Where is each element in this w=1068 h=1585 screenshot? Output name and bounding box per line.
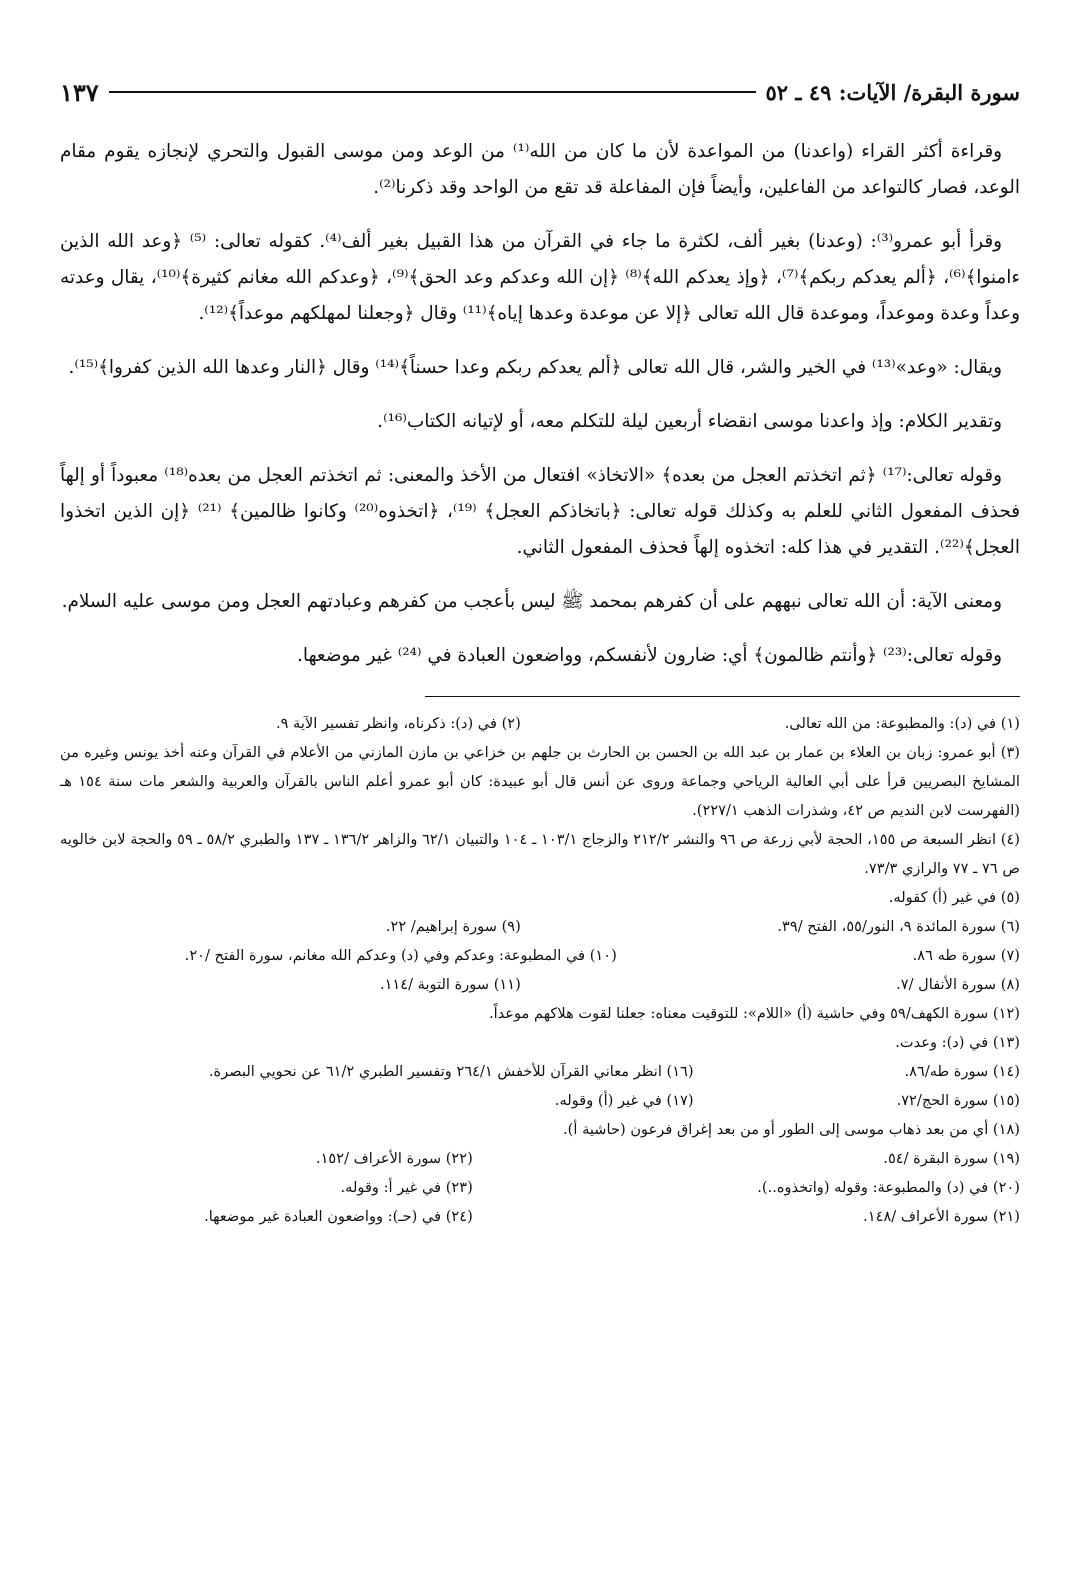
footnote-20: (٢٠) في (د) والمطبوعة: وقوله (واتخذوه..).: [757, 1179, 1020, 1196]
paragraph-5: وقوله تعالى:⁽¹⁷⁾ ﴿ثم اتخذتم العجل من بعده﴾ «الاتخاذ» افتعال من الأخذ والمعنى: ثم اتخذتم العجل من بعده⁽¹⁸⁾ معبوداً أو إلهاً فحذف المفعول الثاني للعلم به وكذلك قوله تعالى: ﴿باتخاذكم العجل﴾ ⁽¹⁹⁾، ﴿اتخذوه⁽²⁰⁾ وكانوا ظالمين﴾ ⁽²¹⁾ ﴿إن الذين اتخذوا العجل﴾⁽²²⁾. التقدير في هذا كله: اتخذوه إلهاً فحذف المفعول الثاني.: [60, 465, 1020, 558]
footnote-5: (٥) في غير (أ) كقوله.: [888, 889, 1020, 906]
footnote-14: (١٤) سورة طه/٨٦.: [904, 1063, 1020, 1080]
footnote-separator: [425, 696, 1020, 697]
paragraph-3: ويقال: «وعد»⁽¹³⁾ في الخير والشر، قال الله تعالى ﴿ألم يعدكم ربكم وعدا حسناً﴾⁽¹⁴⁾ وقال ﴿النار وعدها الله الذين كفروا﴾⁽¹⁵⁾.: [68, 357, 1002, 378]
footnote-8: (٨) سورة الأنفال /٧.: [896, 976, 1020, 993]
footnote-22: (٢٢) سورة الأعراف /١٥٢.: [315, 1150, 473, 1167]
footnote-row: [60, 1057, 1020, 1086]
paragraph-6: ومعنى الآية: أن الله تعالى نبههم على أن كفرهم بمحمد ﷺ ليس بأعجب من كفرهم وعبادتهم العجل ومن موسى عليه السلام.: [61, 591, 1002, 612]
surah-title: سورة البقرة/ الآيات: ٤٩ ـ ٥٢: [765, 79, 1020, 105]
footnote-17: (١٧) في غير (أ) وقوله.: [554, 1092, 694, 1109]
footnote-24: (٢٤) في (حـ): وواضعون العبادة غير موضعها.: [204, 1208, 473, 1225]
footnote-row: [60, 1144, 1020, 1173]
footnote-row: [60, 1086, 1020, 1115]
footnote-21: (٢١) سورة الأعراف /١٤٨.: [863, 1208, 1020, 1225]
footnote-16: (١٦) انظر معاني القرآن للأخفش ٢٦٤/١ وتفسير الطبري ٦١/٢ عن نحويي البصرة.: [208, 1063, 694, 1080]
paragraph-4: وتقدير الكلام: وإذ واعدنا موسى انقضاء أربعين ليلة للتكلم معه، أو لإتيانه الكتاب⁽¹⁶⁾.: [377, 411, 1002, 432]
footnote-row: [60, 970, 1020, 999]
footnote-3: (٣) أبو عمرو: زبان بن العلاء بن عمار بن عبد الله بن الحسن بن الحارث بن جلهم بن خزاعي بن مازن المازني من الأعلام في القرآن وعنه أخذ يونس وغيره من المشايخ البصريين قرأ على أبي العالية الرياحي وجماعة وروى عن أنس قال أبو عبيدة: كان أبو عمرو أعلم الناس بالقرآن والعربية والشعر مات سنة ١٥٤ هـ (الفهرست لابن النديم ص ٤٢، وشذرات الذهب ٢٢٧/١).: [60, 744, 1020, 819]
footnote-15: (١٥) سورة الحج/٧٢.: [896, 1092, 1020, 1109]
footnote-11: (١١) سورة التوبة /١١٤.: [379, 976, 521, 993]
footnote-row: [60, 941, 1020, 970]
footnote-13: (١٣) في (د): وعدت.: [895, 1034, 1020, 1051]
footnote-row: [60, 709, 1020, 738]
page-number: ١٣٧: [60, 77, 99, 107]
footnote-7: (٧) سورة طه ٨٦.: [912, 947, 1020, 964]
footnote-row: [60, 912, 1020, 941]
footnote-2: (٢) في (د): ذكرناه، وانظر تفسير الآية ٩.: [275, 715, 521, 732]
paragraph-1: وقراءة أكثر القراء (واعدنا) من المواعدة لأن ما كان من الله⁽¹⁾ من الوعد ومن موسى القبول والتحري لإنجازه يقوم مقام الوعد، فصار كالتواعد من الفاعلين، وأيضاً فإن المفاعلة قد تقع من الواحد وقد ذكرنا⁽²⁾.: [60, 141, 1020, 198]
footnote-12: (١٢) سورة الكهف/٥٩ وفي حاشية (أ) «اللام»: للتوقيت معناه: جعلنا لقوت هلاكهم موعداً.: [488, 1005, 1020, 1022]
footnote-1: (١) في (د): والمطبوعة: من الله تعالى.: [784, 715, 1020, 732]
footnote-19: (١٩) سورة البقرة /٥٤.: [883, 1150, 1020, 1167]
footnote-4: (٤) انظر السبعة ص ١٥٥، الحجة لأبي زرعة ص ٩٦ والنشر ٢١٢/٢ والزجاج ١٠٣/١ ـ ١٠٤ والتبيان ٦٢/١ والزاهر ١٣٦/٢ ـ ١٣٧ والطبري ٥٨/٢ ـ ٥٩ والحجة لابن خالويه ص ٧٦ ـ ٧٧ والرازي ٧٣/٣.: [60, 831, 1020, 877]
footnote-row: [60, 1202, 1020, 1231]
paragraph-2: وقرأ أبو عمرو⁽³⁾: (وعدنا) بغير ألف، لكثرة ما جاء في القرآن من هذا القبيل بغير ألف⁽⁴⁾. كقوله تعالى: ⁽⁵⁾ ﴿وعد الله الذين ءامنوا﴾⁽⁶⁾، ﴿ألم يعدكم ربكم﴾⁽⁷⁾، ﴿وإذ يعدكم الله﴾⁽⁸⁾ ﴿إن الله وعدكم وعد الحق﴾⁽⁹⁾، ﴿وعدكم الله مغانم كثيرة﴾⁽¹⁰⁾، يقال وعدته وعداً وعدة وموعداً، وموعدة قال الله تعالى ﴿إلا عن موعدة وعدها إياه﴾⁽¹¹⁾ وقال ﴿وجعلنا لمهلكهم موعداً﴾⁽¹²⁾.: [60, 231, 1020, 324]
header-rule: [109, 91, 756, 93]
footnote-23: (٢٣) في غير أ: وقوله.: [340, 1179, 473, 1196]
footnote-10: (١٠) في المطبوعة: وعدكم وفي (د) وعدكم الله مغانم، سورة الفتح /٢٠.: [184, 947, 617, 964]
footnote-18: (١٨) أي من بعد ذهاب موسى إلى الطور أو من بعد إغراق فرعون (حاشية أ).: [563, 1121, 1020, 1138]
book-page: [60, 74, 1020, 1565]
footnote-row: [60, 1173, 1020, 1202]
footnotes: [60, 709, 1020, 1231]
footnote-6: (٦) سورة المائدة ٩، النور/٥٥، الفتح /٣٩.: [777, 918, 1020, 935]
running-header: [60, 74, 1020, 110]
paragraph-7: وقوله تعالى:⁽²³⁾ ﴿وأنتم ظالمون﴾ أي: ضارون لأنفسكم، وواضعون العبادة في ⁽²⁴⁾ غير موضعها.: [297, 645, 1002, 666]
footnote-9: (٩) سورة إبراهيم/ ٢٢.: [385, 918, 521, 935]
main-text: [60, 134, 1020, 674]
